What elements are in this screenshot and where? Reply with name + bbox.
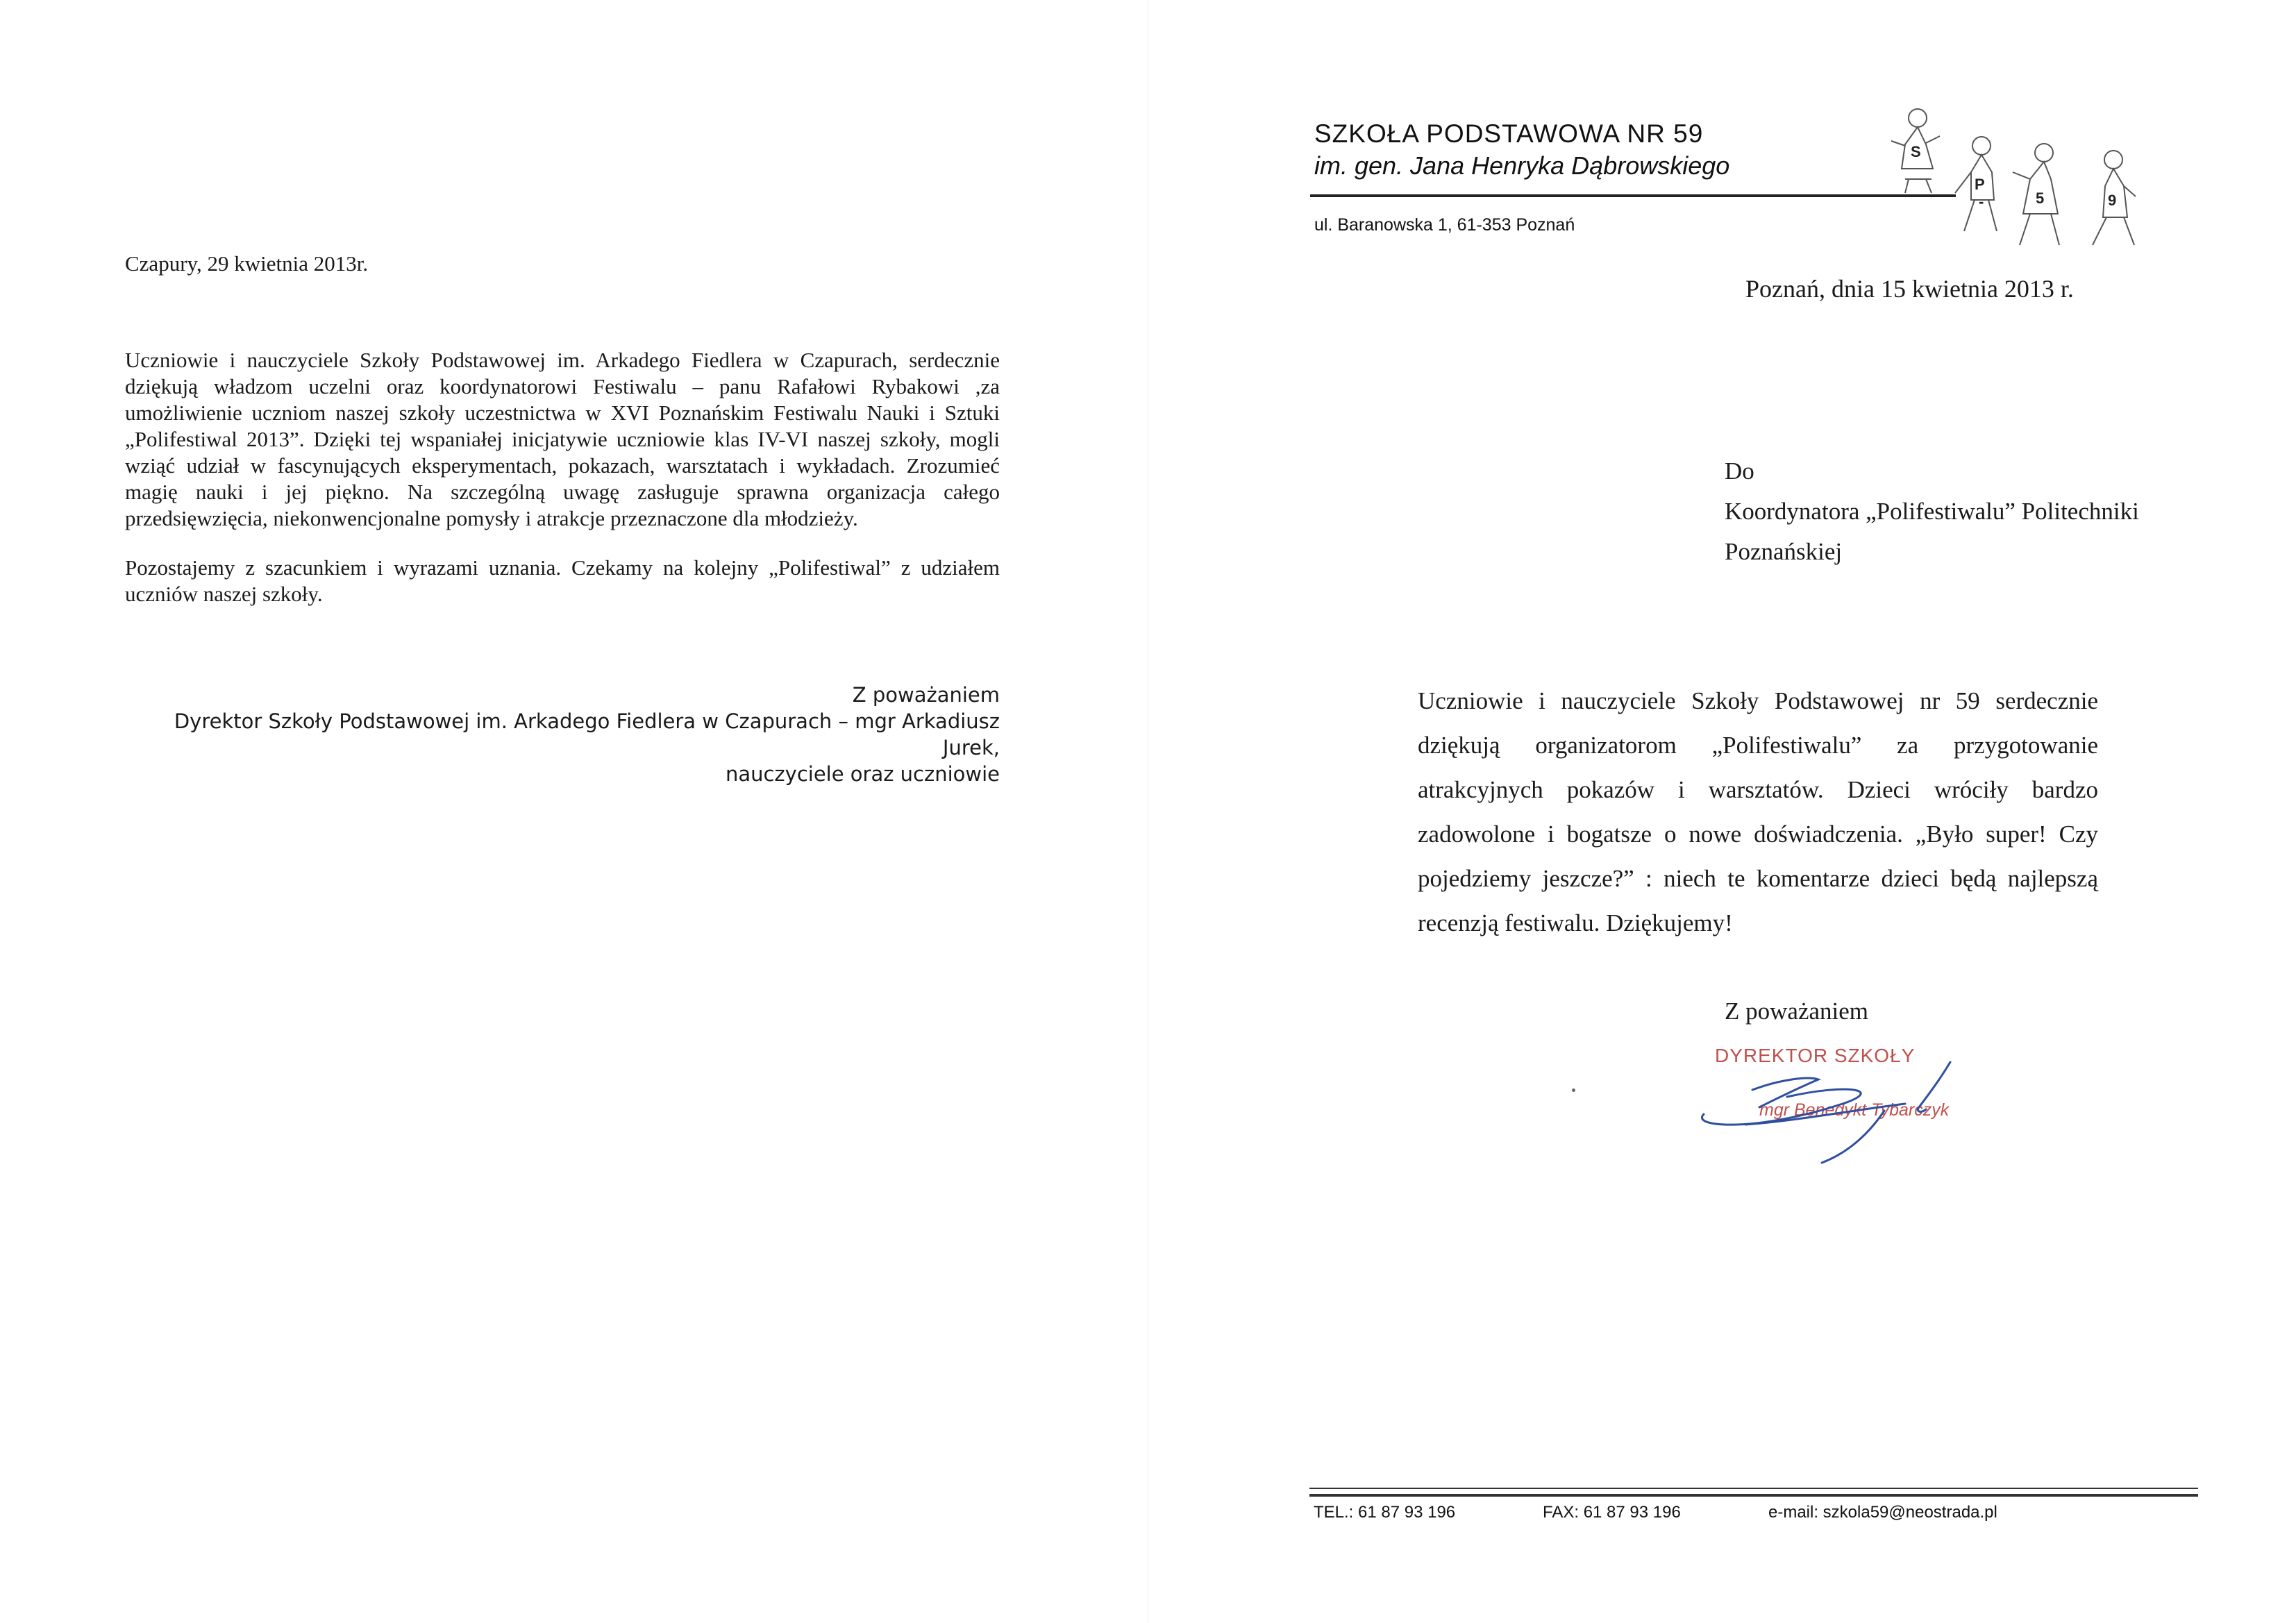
letter-body <box>125 347 1000 630</box>
body-paragraph: Pozostajemy z szacunkiem i wyrazami uznania. Czekamy na kolejny „Polifestiwal” z udziałem uczniów naszej szkoły. <box>125 555 1000 606</box>
recipient-line: Koordynatora „Polifestiwalu” Politechniki <box>1725 498 2139 525</box>
handwritten-signature <box>1676 1041 1968 1166</box>
stamp-name: mgr Benedykt Tybarczyk <box>1759 1100 1950 1120</box>
letterhead-divider <box>1310 194 1956 197</box>
footer-phone: TEL.: 61 87 93 196 <box>1314 1503 1456 1522</box>
logo-letter: - <box>1979 193 1984 210</box>
closing-text: Z poważaniem <box>852 683 1000 707</box>
school-address: ul. Baranowska 1, 61-353 Poznań <box>1314 215 1575 235</box>
stray-mark <box>1572 1088 1575 1092</box>
school-name: SZKOŁA PODSTAWOWA NR 59 <box>1314 119 1704 148</box>
footer-divider <box>1309 1488 2198 1489</box>
signatory-text: Dyrektor Szkoły Podstawowej im. Arkadego Fiedlera w Czapurach – mgr Arkadiusz Jurek, <box>174 709 1000 759</box>
letter-date: Poznań, dnia 15 kwietnia 2013 r. <box>1745 275 2074 303</box>
right-letter-page <box>1148 0 2296 1623</box>
footer-email: e-mail: szkola59@neostrada.pl <box>1768 1503 1997 1522</box>
logo-letter: 5 <box>2036 190 2045 207</box>
signatory-text-2: nauczyciele oraz uczniowie <box>725 762 1000 786</box>
school-logo <box>1877 103 2183 262</box>
letter-date: Czapury, 29 kwietnia 2013r. <box>125 251 369 276</box>
footer-fax: FAX: 61 87 93 196 <box>1543 1503 1681 1522</box>
recipient-line: Do <box>1725 457 1754 485</box>
logo-letter: P <box>1975 176 1985 193</box>
body-paragraph: Uczniowie i nauczyciele Szkoły Podstawowej nr 59 serdecznie dziękują organizatorom „Polifestiwalu” za przygotowanie atrakcyjnych pokazów i warsztatów. Dzieci wróciły bardzo zadowolone i bogatsze o nowe doświadczenia. „Było super! Czy pojedziemy jeszcze?” : niech te komentarze dzieci będą najlepszą recenzją festiwalu. Dziękujemy! <box>1418 687 2098 936</box>
footer-divider <box>1309 1494 2198 1497</box>
recipient-block <box>1725 451 2139 572</box>
letter-body <box>1314 679 2098 945</box>
signature-block <box>125 682 1000 787</box>
recipient-line: Poznańskiej <box>1725 538 1843 565</box>
logo-letter: S <box>1911 143 1921 160</box>
body-paragraph: Uczniowie i nauczyciele Szkoły Podstawowej im. Arkadego Fiedlera w Czapurach, serdecznie dziękują władzom uczelni oraz koordynatorowi Festiwalu – panu Rafałowi Rybakowi ,za umożliwienie uczniom naszej szkoły uczestnictwa w XVI Poznańskim Festiwalu Nauki i Sztuki „Polifestiwal 2013”. Dzięki tej wspaniałej inicjatywie uczniowie klas IV-VI naszej szkoły, mogli wziąć udział w fascynujących eksperymentach, pokazach, warsztatach i wykładach. Zrozumieć magię nauki i jej piękno. Na szczególną uwagę zasługuje sprawna organizacja całego przedsięwzięcia, niekonwencjonalne pomysły i atrakcje przeznaczone dla młodzieży. <box>125 348 1000 530</box>
logo-letter: 9 <box>2108 192 2117 209</box>
school-patron: im. gen. Jana Henryka Dąbrowskiego <box>1314 151 1730 180</box>
closing-text: Z poważaniem <box>1725 998 1868 1025</box>
stamp-title: DYREKTOR SZKOŁY <box>1715 1045 1916 1066</box>
